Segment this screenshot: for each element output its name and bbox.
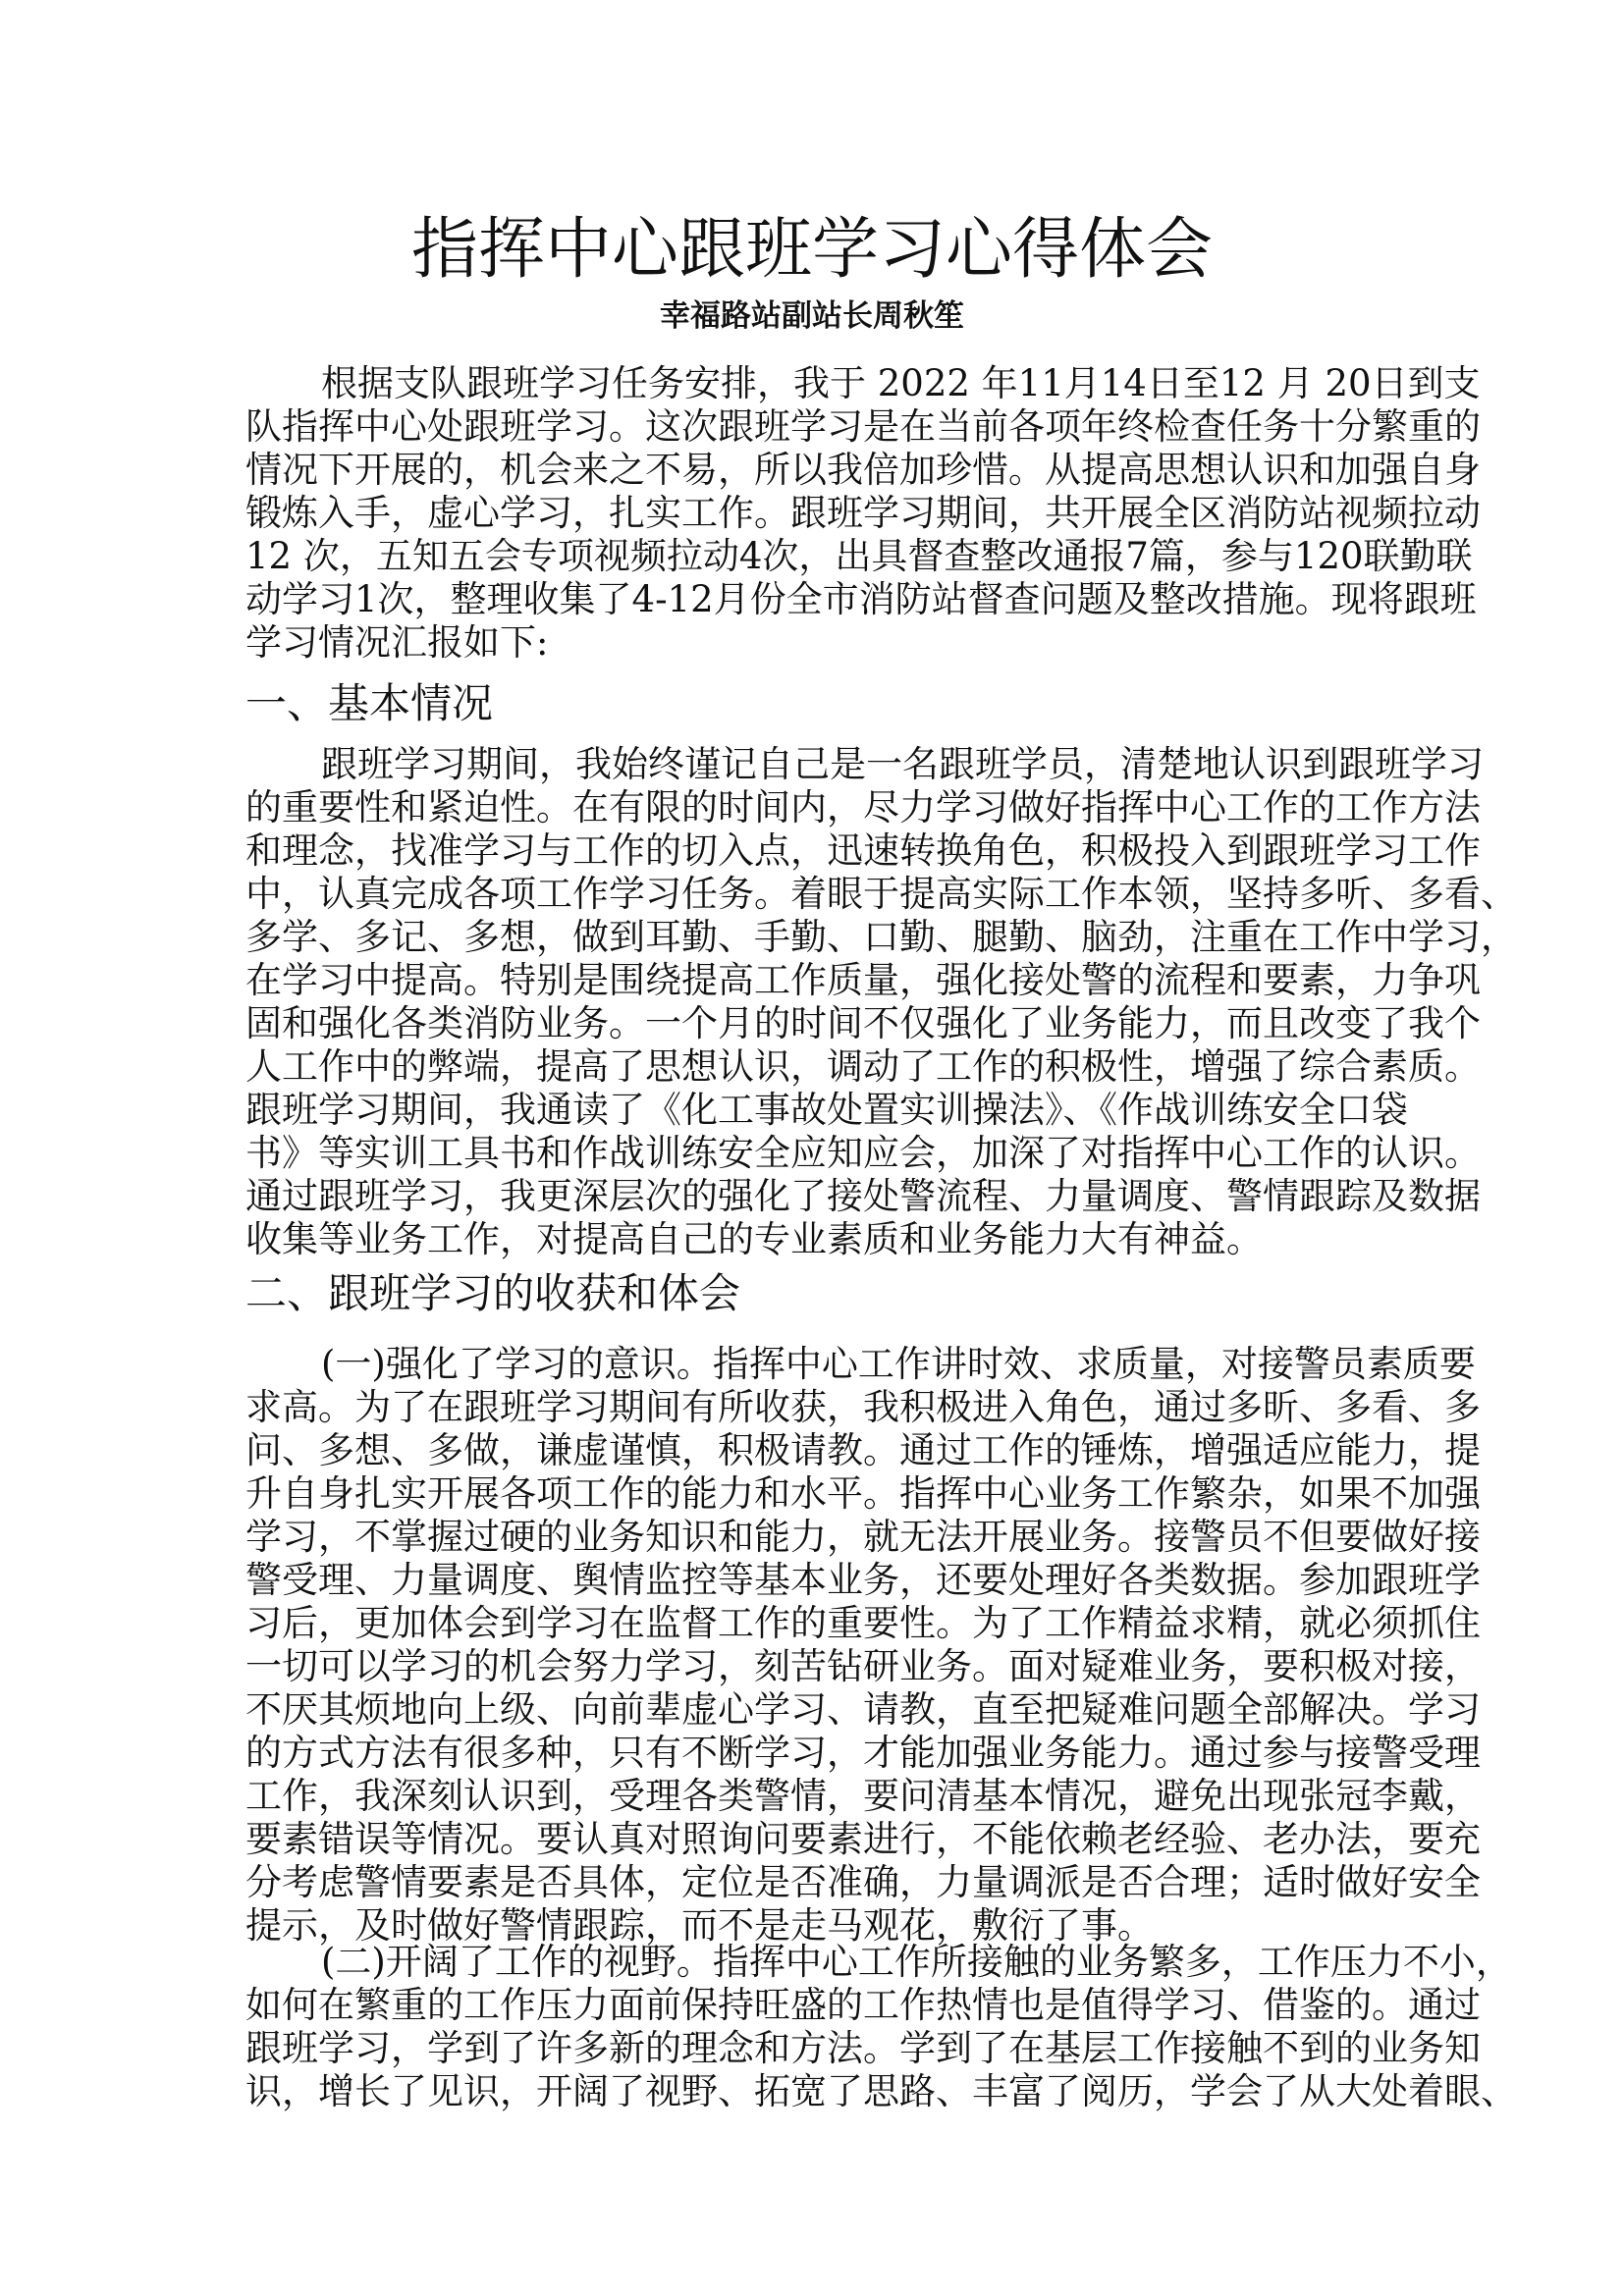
text-line: 识，增长了见识，开阔了视野、拓宽了思路、丰富了阅历，学会了从大处着眼、 <box>245 2070 1517 2112</box>
text-line: 警受理、力量调度、舆情监控等基本业务，还要处理好各类数据。参加跟班学 <box>245 1559 1481 1601</box>
author-line: 幸福路站副站长周秋笙 <box>660 298 964 334</box>
section-heading: 一、基本情况 <box>245 679 494 727</box>
text-line: 锻炼入手，虚心学习，扎实工作。跟班学习期间，共开展全区消防站视频拉动 <box>245 492 1481 534</box>
text-line: 学习，不掌握过硬的业务知识和能力，就无法开展业务。接警员不但要做好接 <box>245 1516 1481 1558</box>
text-line: 问、多想、多做，谦虚谨慎，积极请教。通过工作的锤炼，增强适应能力，提 <box>245 1429 1481 1471</box>
text-line: 根据支队跟班学习任务安排，我于 2022 年11月14日至12 月 20日到支 <box>321 362 1481 404</box>
text-line: 习后，更加体会到学习在监督工作的重要性。为了工作精益求精，就必须抓住 <box>245 1602 1481 1644</box>
text-line: 收集等业务工作，对提高自己的专业素质和业务能力大有神益。 <box>245 1218 1263 1260</box>
text-line: 如何在繁重的工作压力面前保持旺盛的工作热情也是值得学习、借鉴的。通过 <box>245 1984 1481 2026</box>
text-line: 12 次，五知五会专项视频拉动4次，出具督查整改通报7篇，参与120联勤联 <box>245 535 1473 577</box>
text-line: 分考虑警情要素是否具体，定位是否准确，力量调派是否合理；适时做好安全 <box>245 1861 1481 1903</box>
text-line: (二)开阔了工作的视野。指挥中心工作所接触的业务繁多，工作压力不小， <box>321 1941 1512 1983</box>
text-line: (一)强化了学习的意识。指挥中心工作讲时效、求质量，对接警员素质要 <box>321 1343 1476 1385</box>
document-title: 指挥中心跟班学习心得体会 <box>410 211 1213 289</box>
text-line: 工作，我深刻认识到，受理各类警情，要问清基本情况，避免出现张冠李戴， <box>245 1775 1481 1817</box>
text-line: 队指挥中心处跟班学习。这次跟班学习是在当前各项年终检查任务十分繁重的 <box>245 405 1481 448</box>
text-line: 多学、多记、多想，做到耳勤、手勤、口勤、腿勤、脑劲，注重在工作中学习， <box>245 916 1517 958</box>
text-line: 提示，及时做好警情跟踪，而不是走马观花，敷衍了事。 <box>245 1904 1154 1947</box>
text-line: 情况下开展的，机会来之不易，所以我倍加珍惜。从提高思想认识和加强自身 <box>245 449 1481 491</box>
text-line: 的重要性和紧迫性。在有限的时间内，尽力学习做好指挥中心工作的工作方法 <box>245 786 1481 828</box>
text-line: 书》等实训工具书和作战训练安全应知应会，加深了对指挥中心工作的认识。 <box>245 1132 1481 1174</box>
text-line: 在学习中提高。特别是围绕提高工作质量，强化接处警的流程和要素，力争巩 <box>245 959 1481 1001</box>
text-line: 中，认真完成各项工作学习任务。着眼于提高实际工作本领，坚持多听、多看、 <box>245 873 1517 915</box>
text-line: 跟班学习，学到了许多新的理念和方法。学到了在基层工作接触不到的业务知 <box>245 2027 1481 2069</box>
text-line: 的方式方法有很多种，只有不断学习，才能加强业务能力。通过参与接警受理 <box>245 1732 1481 1774</box>
paragraph <box>245 1343 1481 1948</box>
text-line: 升自身扎实开展各项工作的能力和水平。指挥中心业务工作繁杂，如果不加强 <box>245 1472 1481 1515</box>
section-heading: 二、跟班学习的收获和体会 <box>245 1269 741 1317</box>
paragraph <box>245 362 1481 665</box>
text-line: 不厌其烦地向上级、向前辈虚心学习、请教，直至把疑难问题全部解决。学习 <box>245 1688 1481 1731</box>
text-line: 通过跟班学习，我更深层次的强化了接处警流程、力量调度、警情跟踪及数据 <box>245 1175 1481 1217</box>
text-line: 动学习1次，整理收集了4-12月份全市消防站督查问题及整改措施。现将跟班 <box>245 578 1477 620</box>
text-line: 学习情况汇报如下: <box>245 621 549 664</box>
text-line: 跟班学习期间，我始终谨记自己是一名跟班学员，清楚地认识到跟班学习 <box>321 743 1484 785</box>
text-line: 求高。为了在跟班学习期间有所收获，我积极进入角色，通过多昕、多看、多 <box>245 1386 1481 1428</box>
paragraph <box>245 1941 1517 2113</box>
text-line: 人工作中的弊端，提高了思想认识，调动了工作的积极性，增强了综合素质。 <box>245 1045 1481 1088</box>
text-line: 和理念，找准学习与工作的切入点，迅速转换角色，积极投入到跟班学习工作 <box>245 829 1481 872</box>
text-line: 固和强化各类消防业务。一个月的时间不仅强化了业务能力，而且改变了我个 <box>245 1002 1481 1044</box>
text-line: 跟班学习期间，我通读了《化工事故处置实训操法》、《作战训练安全口袋 <box>245 1089 1408 1131</box>
paragraph <box>245 743 1517 1261</box>
text-line: 要素错误等情况。要认真对照询问要素进行，不能依赖老经验、老办法，要充 <box>245 1818 1481 1860</box>
text-line: 一切可以学习的机会努力学习，刻苦钻研业务。面对疑难业务，要积极对接， <box>245 1645 1481 1687</box>
